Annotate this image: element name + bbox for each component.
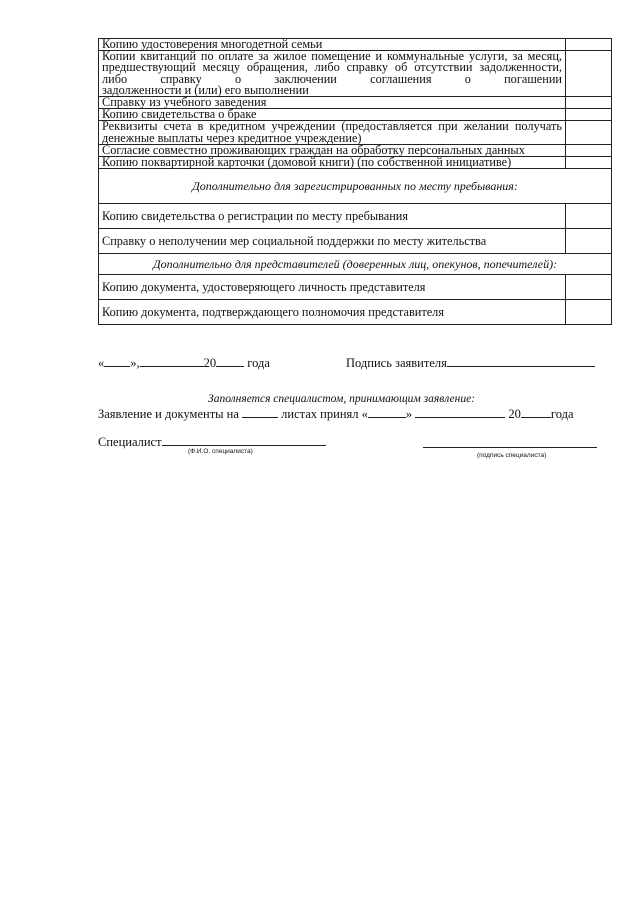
specialist-line: Специалист	[98, 434, 326, 450]
document-check-cell	[566, 51, 612, 97]
document-name: Справку из учебного заведения	[99, 97, 566, 109]
document-check-cell	[566, 229, 612, 254]
received-day-blank[interactable]	[368, 406, 406, 418]
document-check-cell	[566, 144, 612, 156]
applicant-signature: Подпись заявителя	[346, 355, 595, 371]
day-blank[interactable]	[104, 355, 130, 367]
received-year-blank[interactable]	[521, 406, 551, 418]
document-check-cell	[566, 109, 612, 121]
section-heading-row	[99, 169, 612, 204]
document-check-cell	[566, 97, 612, 109]
specialist-note: Заполняется специалистом, принимающим заявление:	[208, 393, 476, 405]
applicant-signature-blank[interactable]	[447, 355, 595, 367]
document-check-cell	[566, 121, 612, 144]
section-heading-place-of-stay: Дополнительно для зарегистрированных по месту пребывания:	[99, 169, 612, 204]
document-row	[99, 51, 612, 97]
document-row	[99, 157, 612, 169]
specialist-signature-blank[interactable]	[423, 447, 597, 448]
received-line: Заявление и документы на листах принял « » 20 года	[98, 407, 574, 421]
specialist-name-caption: (Ф.И.О. специалиста)	[188, 448, 253, 455]
document-name: Согласие совместно проживающих граждан на обработку персональных данных	[99, 144, 566, 156]
section-heading-representatives: Дополнительно для представителей (доверенных лиц, опекунов, попечителей):	[99, 254, 612, 275]
sheets-count-blank[interactable]	[242, 406, 278, 418]
documents-table	[98, 38, 612, 325]
specialist-signature-caption: (подпись специалиста)	[477, 452, 547, 459]
section-heading-row	[99, 254, 612, 275]
document-name: Реквизиты счета в кредитном учреждении (предоставляется при желании получать денежные выплаты через кредитное учреждение)	[99, 121, 566, 144]
document-name: Копию документа, удостоверяющего личность представителя	[99, 275, 566, 300]
document-check-cell	[566, 275, 612, 300]
document-row	[99, 300, 612, 325]
date-line: « », 20 года	[98, 356, 270, 370]
document-name: Копию свидетельства о браке	[99, 109, 566, 121]
document-check-cell	[566, 39, 612, 51]
document-check-cell	[566, 157, 612, 169]
document-check-cell	[566, 204, 612, 229]
document-name: Копию поквартирной карточки (домовой книги) (по собственной инициативе)	[99, 157, 566, 169]
month-blank[interactable]	[140, 355, 204, 367]
document-name: Копию удостоверения многодетной семьи	[99, 39, 566, 51]
specialist-name-blank[interactable]	[162, 434, 326, 446]
received-month-blank[interactable]	[415, 406, 505, 418]
year-blank[interactable]	[216, 355, 244, 367]
document-row	[99, 229, 612, 254]
document-name: Копию документа, подтверждающего полномочия представителя	[99, 300, 566, 325]
document-check-cell	[566, 300, 612, 325]
document-name: Справку о неполучении мер социальной поддержки по месту жительства	[99, 229, 566, 254]
document-row	[99, 204, 612, 229]
document-name: Копии квитанций по оплате за жилое помещение и коммунальные услуги, за месяц, предшествующий месяцу обращения, либо справку об отсутствии задолженности, либо справку о заключении соглашения о погашении задолженности и (или) его выполнении	[99, 51, 566, 97]
document-name: Копию свидетельства о регистрации по месту пребывания	[99, 204, 566, 229]
document-row	[99, 275, 612, 300]
document-row	[99, 121, 612, 144]
